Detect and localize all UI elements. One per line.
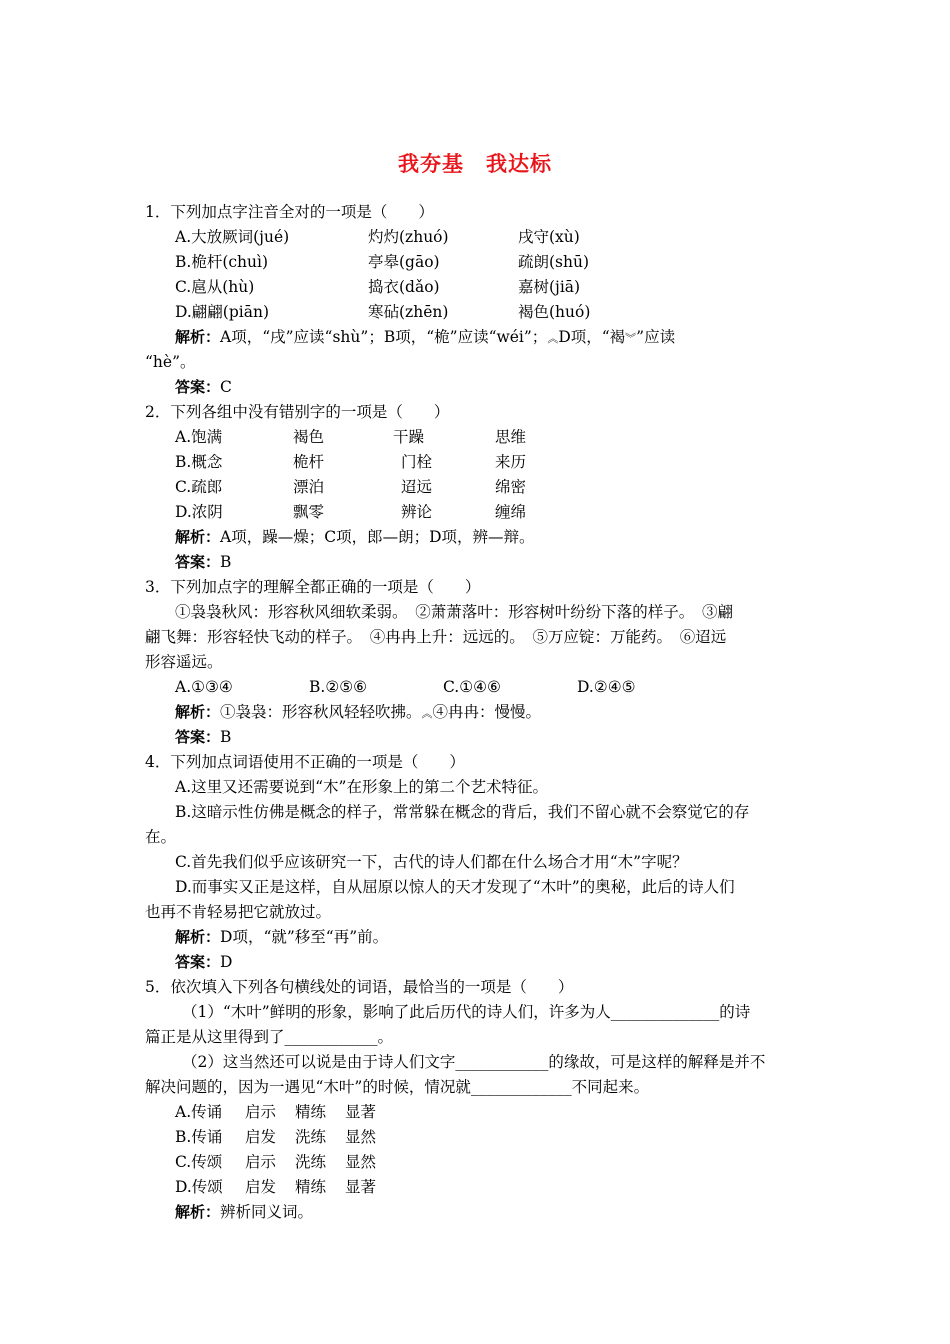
- analysis-text: A项，躁—燥；C项，郎—朗；D项，辨—辩。: [220, 528, 535, 546]
- q2-option-item: 桅杆: [293, 453, 325, 471]
- q5-option-item: 启示: [245, 1153, 277, 1171]
- mark-icon: ︾: [625, 332, 637, 345]
- q2-option-item: C.疏郎: [175, 478, 223, 496]
- q3-answer: [145, 725, 810, 750]
- q2-option-item: 绵密: [495, 478, 527, 496]
- q3-body: 形容遥远。: [145, 653, 223, 671]
- q2-option-item: 飘零: [293, 503, 325, 521]
- q1-option-row: [145, 250, 810, 275]
- q5-text: （1）“木叶”鲜明的形象，影响了此后历代的诗人们，许多为人: [182, 1003, 611, 1021]
- analysis-label: 解析：: [175, 928, 221, 946]
- blank-line: ____________: [455, 1053, 549, 1071]
- q2-option-item: 干躁: [393, 428, 425, 446]
- q1-option-item: 亭皋(gāo): [368, 253, 440, 271]
- q2-analysis: [145, 525, 810, 550]
- answer-label: 答案：: [175, 953, 221, 971]
- q1-option-item: 戌守(xù): [518, 228, 580, 246]
- analysis-text: 辨析同义词。: [220, 1203, 314, 1221]
- q5-option-item: C.传颂: [175, 1153, 223, 1171]
- q5-option-item: 精练: [295, 1103, 327, 1121]
- analysis-label: 解析：: [175, 528, 221, 546]
- analysis-text: ”应读: [636, 328, 676, 346]
- answer-value: C: [220, 378, 232, 396]
- q4-option: A.这里又还需要说到“木”在形象上的第二个艺术特征。: [175, 778, 548, 796]
- q2-stem: 2．下列各组中没有错别字的一项是（ ）: [145, 403, 450, 421]
- blank-line: ____________: [284, 1028, 378, 1046]
- q5-sentence-cont: [145, 1025, 810, 1050]
- q1-option-row: [145, 225, 810, 250]
- q1-analysis: [145, 325, 810, 350]
- q5-option-item: D.传颂: [175, 1178, 223, 1196]
- q5-option-item: 启发: [245, 1128, 277, 1146]
- q3-option-item: A.①③④: [175, 678, 233, 696]
- exercise-body: [145, 200, 810, 1225]
- q3-option-item: B.②⑤⑥: [309, 678, 368, 696]
- q5-analysis: [145, 1200, 810, 1225]
- q1-option-item: B.桅杆(chuì): [175, 253, 269, 271]
- q5-option-item: 显著: [345, 1178, 377, 1196]
- q4-answer: [145, 950, 810, 975]
- analysis-text: ①袅袅：形容秋风轻轻吹拂。: [220, 703, 422, 721]
- q5-option-item: 洗练: [295, 1128, 327, 1146]
- q5-text: 不同起来。: [571, 1078, 650, 1096]
- q3-options: [145, 675, 810, 700]
- q2-option-row: [145, 450, 810, 475]
- q3-option-item: D.②④⑤: [577, 678, 636, 696]
- answer-value: D: [220, 953, 233, 971]
- q1-analysis-cont: “hè”。: [145, 353, 196, 371]
- q1-option-item: A.大放厥词(jué): [175, 228, 290, 246]
- answer-label: 答案：: [175, 378, 221, 396]
- analysis-label: 解析：: [175, 328, 221, 346]
- q5-option-item: 显然: [345, 1128, 377, 1146]
- q5-sentence-cont: [145, 1075, 810, 1100]
- q1-option-item: D.翩翩(piān): [175, 303, 269, 321]
- q4-option: C.首先我们似乎应该研究一下，古代的诗人们都在什么场合才用“木”字呢？: [175, 853, 688, 871]
- q1-option-item: C.扈从(hù): [175, 278, 255, 296]
- q1-option-item: 灼灼(zhuó): [368, 228, 449, 246]
- q5-sentence: [145, 1050, 810, 1075]
- q3-option-item: C.①④⑥: [443, 678, 501, 696]
- q2-option-row: [145, 500, 810, 525]
- q5-text: 解决问题的，因为一遇见“木叶”的时候，情况就: [145, 1078, 471, 1096]
- q2-option-row: [145, 475, 810, 500]
- q2-option-item: 来历: [495, 453, 527, 471]
- page-title: 我夯基 我达标: [398, 152, 552, 176]
- q3-analysis: [145, 700, 810, 725]
- q3-body: ①袅袅秋风：形容秋风细软柔弱。 ②萧萧落叶：形容树叶纷纷下落的样子。 ③翩: [175, 603, 734, 621]
- q5-option-item: 显然: [345, 1153, 377, 1171]
- q4-option: D.而事实又正是这样，自从屈原以惊人的天才发现了“木叶”的奥秘，此后的诗人们: [175, 878, 735, 896]
- q5-text: 篇正是从这里得到了: [145, 1028, 285, 1046]
- q2-option-item: 漂泊: [293, 478, 325, 496]
- q1-option-row: [145, 300, 810, 325]
- q5-option-item: 启示: [245, 1103, 277, 1121]
- q2-option-row: [145, 425, 810, 450]
- q5-option-row: [145, 1125, 810, 1150]
- q4-option-cont: 也再不肯轻易把它就放过。: [145, 903, 332, 921]
- q1-stem: 1．下列加点字注音全对的一项是（ ）: [145, 203, 434, 221]
- mark-icon: ︽: [421, 707, 433, 720]
- q2-option-item: B.概念: [175, 453, 223, 471]
- q5-option-row: [145, 1150, 810, 1175]
- q1-option-item: 捣衣(dǎo): [368, 278, 440, 296]
- q4-option: B.这暗示性仿佛是概念的样子，常常躲在概念的背后，我们不留心就不会察觉它的存: [175, 803, 750, 821]
- q2-answer: [145, 550, 810, 575]
- q2-option-item: A.饱满: [175, 428, 223, 446]
- q1-option-item: 嘉树(jiā): [518, 278, 581, 296]
- answer-label: 答案：: [175, 553, 221, 571]
- blank-line: ______________: [610, 1003, 720, 1021]
- analysis-text: D项，“就”移至“再”前。: [220, 928, 389, 946]
- blank-line: _____________: [470, 1078, 572, 1096]
- q5-sentence: [145, 1000, 810, 1025]
- q5-option-item: 显著: [345, 1103, 377, 1121]
- answer-label: 答案：: [175, 728, 221, 746]
- q5-stem: 5．依次填入下列各句横线处的词语，最恰当的一项是（ ）: [145, 978, 574, 996]
- analysis-text: ④冉冉：慢慢。: [432, 703, 542, 721]
- q5-option-row: [145, 1175, 810, 1200]
- q1-option-row: [145, 275, 810, 300]
- q3-stem: 3．下列加点字的理解全都正确的一项是（ ）: [145, 578, 481, 596]
- q5-option-item: 启发: [245, 1178, 277, 1196]
- q2-option-item: 思维: [495, 428, 527, 446]
- answer-value: B: [220, 553, 232, 571]
- q1-option-item: 寒砧(zhēn): [368, 303, 449, 321]
- q2-option-item: D.浓阴: [175, 503, 223, 521]
- analysis-label: 解析：: [175, 703, 221, 721]
- q5-text: 的缘故，可是这样的解释是并不: [548, 1053, 766, 1071]
- analysis-text: D项，“褐: [558, 328, 626, 346]
- q5-option-item: 洗练: [295, 1153, 327, 1171]
- q2-option-item: 迢远: [401, 478, 433, 496]
- q2-option-item: 门栓: [401, 453, 433, 471]
- q4-stem: 4．下列加点词语使用不正确的一项是（ ）: [145, 753, 465, 771]
- q5-option-item: 精练: [295, 1178, 327, 1196]
- q1-answer: [145, 375, 810, 400]
- mark-icon: ︽: [547, 332, 559, 345]
- q4-option-cont: 在。: [145, 828, 177, 846]
- q4-analysis: [145, 925, 810, 950]
- answer-value: B: [220, 728, 232, 746]
- analysis-label: 解析：: [175, 1203, 221, 1221]
- q5-text: 的诗: [719, 1003, 751, 1021]
- q2-option-item: 缠绵: [495, 503, 527, 521]
- q5-option-row: [145, 1100, 810, 1125]
- q1-option-item: 疏朗(shū): [518, 253, 590, 271]
- q2-option-item: 褐色: [293, 428, 325, 446]
- q5-text: 。: [377, 1028, 394, 1046]
- q5-option-item: A.传诵: [175, 1103, 223, 1121]
- q1-option-item: 褐色(huó): [518, 303, 591, 321]
- q3-body: 翩飞舞：形容轻快飞动的样子。 ④冉冉上升：远远的。 ⑤万应锭：万能药。 ⑥迢远: [145, 628, 727, 646]
- q5-option-item: B.传诵: [175, 1128, 223, 1146]
- q2-option-item: 辨论: [401, 503, 433, 521]
- q5-text: （2）这当然还可以说是由于诗人们文字: [182, 1053, 456, 1071]
- analysis-text: A项，“戌”应读“shù”；B项，“桅”应读“wéi”；: [220, 328, 548, 346]
